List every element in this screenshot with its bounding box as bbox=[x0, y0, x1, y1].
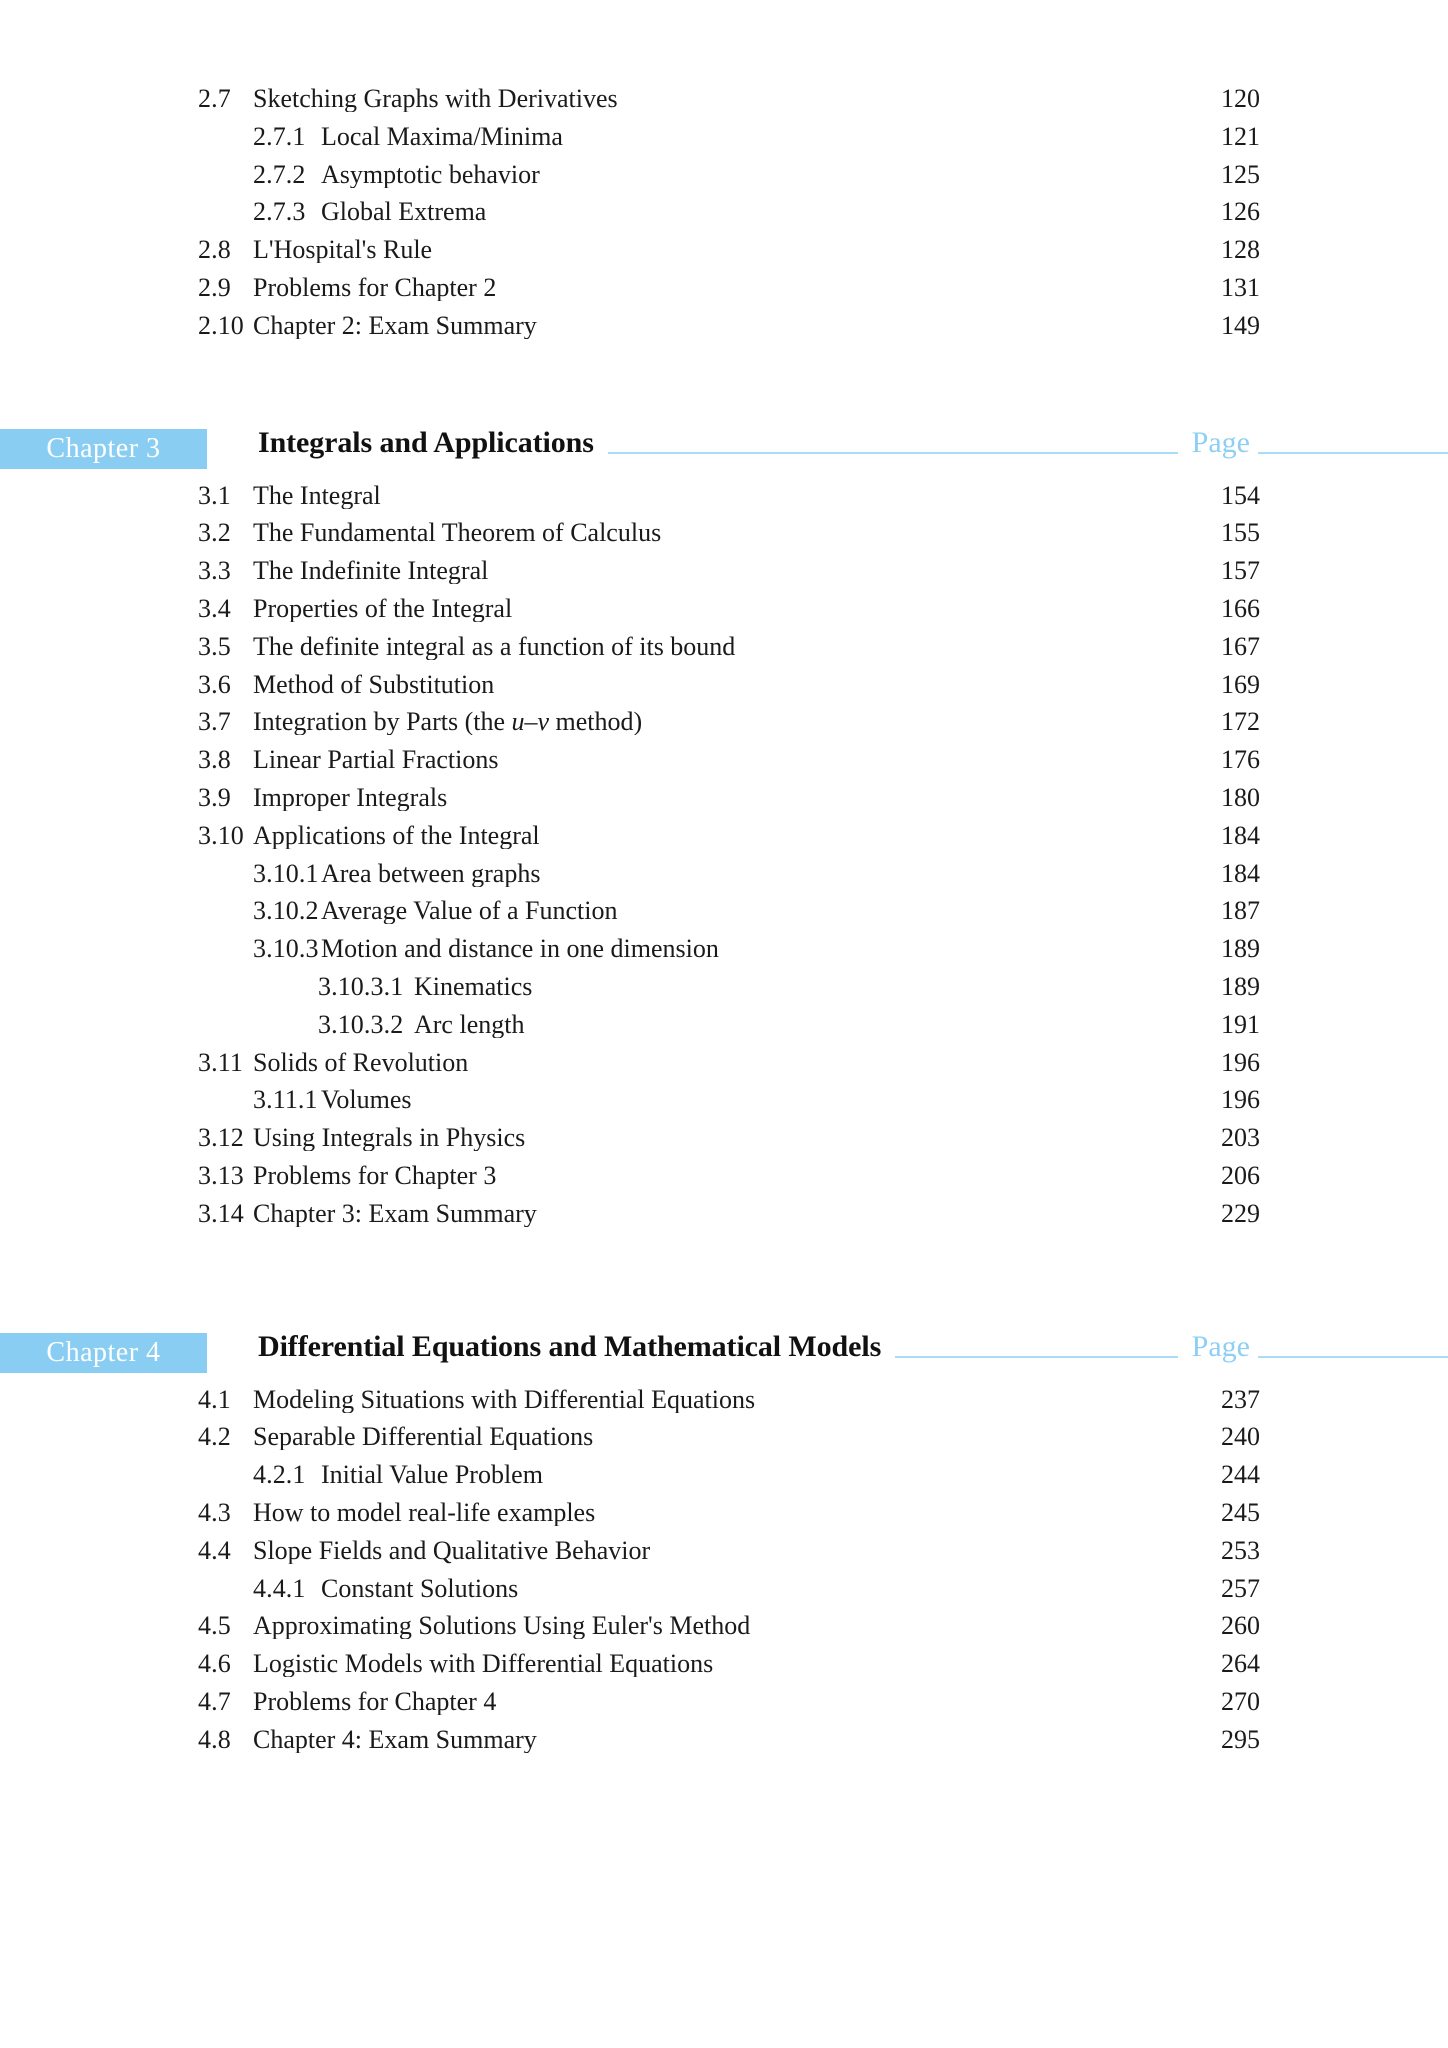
toc-entry-title[interactable]: The Integral bbox=[253, 482, 381, 509]
toc-entry-page-number: 176 bbox=[1221, 745, 1260, 775]
chapter-badge-4[interactable]: Chapter 4 bbox=[0, 1333, 207, 1373]
toc-entry-page-number: 191 bbox=[1221, 1009, 1260, 1039]
toc-entry[interactable] bbox=[0, 1462, 1448, 1500]
spacer-before-chapter-4 bbox=[0, 1239, 1448, 1325]
toc-entry[interactable] bbox=[0, 1535, 1448, 1576]
toc-entry-number: 4.8 bbox=[198, 1724, 231, 1754]
toc-entry-page-number: 128 bbox=[1221, 235, 1260, 265]
toc-entry-page-number: 157 bbox=[1221, 556, 1260, 586]
toc-entry-number: 3.10.3.2 bbox=[318, 1009, 404, 1039]
toc-entry-title[interactable]: Sketching Graphs with Derivatives bbox=[253, 86, 618, 112]
toc-entry-number: 3.7 bbox=[198, 707, 231, 737]
top-margin bbox=[0, 0, 1448, 86]
toc-entry-page-number: 187 bbox=[1221, 896, 1260, 926]
chapter-badge-3[interactable]: Chapter 3 bbox=[0, 429, 207, 469]
toc-entry-page-number: 189 bbox=[1221, 934, 1260, 964]
toc-entry-title[interactable]: Arc length bbox=[414, 1011, 525, 1038]
toc-entry-title[interactable]: Applications of the Integral bbox=[253, 822, 540, 849]
toc-entry-title[interactable]: Properties of the Integral bbox=[253, 595, 513, 622]
toc-entry-title[interactable]: Improper Integrals bbox=[253, 784, 448, 811]
toc-entry-page-number: 125 bbox=[1221, 159, 1260, 189]
toc-entry[interactable] bbox=[0, 593, 1448, 634]
toc-entry-page-number: 154 bbox=[1221, 480, 1260, 510]
toc-entry-number: 3.11.1 bbox=[253, 1085, 318, 1115]
toc-entry[interactable] bbox=[0, 558, 1448, 596]
toc-entry-number: 3.6 bbox=[198, 669, 231, 699]
chapter-rule-tail-3 bbox=[1258, 452, 1448, 454]
toc-entry-title[interactable]: Modeling Situations with Differential Equations bbox=[253, 1386, 756, 1413]
toc-entry-number: 2.8 bbox=[198, 235, 231, 265]
toc-entry-title[interactable]: Logistic Models with Differential Equations bbox=[253, 1651, 714, 1678]
toc-entry[interactable] bbox=[0, 1573, 1448, 1614]
toc-entry-page-number: 206 bbox=[1221, 1160, 1260, 1190]
chapter-rule-4 bbox=[895, 1356, 1178, 1358]
toc-entry-title[interactable]: Approximating Solutions Using Euler's Method bbox=[253, 1613, 751, 1640]
toc-entry-number: 2.9 bbox=[198, 272, 231, 302]
toc-entry-number: 4.6 bbox=[198, 1649, 231, 1679]
toc-entry-number: 4.4 bbox=[198, 1535, 231, 1565]
toc-entry[interactable] bbox=[0, 820, 1448, 861]
toc-entry[interactable] bbox=[0, 669, 1448, 710]
toc-entry-page-number: 184 bbox=[1221, 820, 1260, 850]
toc-entry-title[interactable]: Solids of Revolution bbox=[253, 1049, 469, 1076]
chapter-header-4 bbox=[0, 1325, 1448, 1387]
toc-entry-number: 3.12 bbox=[198, 1123, 244, 1153]
toc-entry-number: 3.9 bbox=[198, 782, 231, 812]
toc-entry-title[interactable]: The Fundamental Theorem of Calculus bbox=[253, 520, 662, 547]
toc-entry-title[interactable]: Average Value of a Function bbox=[321, 898, 618, 925]
toc-entry[interactable] bbox=[0, 631, 1448, 672]
toc-entry[interactable] bbox=[0, 480, 1448, 521]
toc-entry-number: 2.7.1 bbox=[253, 121, 306, 151]
toc-entry-page-number: 237 bbox=[1221, 1384, 1260, 1414]
toc-entry[interactable] bbox=[0, 858, 1448, 899]
chapter-title-row-3 bbox=[258, 425, 1448, 461]
toc-entry-page-number: 257 bbox=[1221, 1573, 1260, 1603]
toc-entry-page-number: 253 bbox=[1221, 1535, 1260, 1565]
toc-entry-page-number: 131 bbox=[1221, 272, 1260, 302]
toc-entry[interactable] bbox=[0, 782, 1448, 823]
toc-entry-page-number: 229 bbox=[1221, 1198, 1260, 1228]
toc-entry[interactable] bbox=[0, 237, 1448, 275]
toc-entry[interactable] bbox=[0, 1424, 1448, 1462]
toc-entry-number: 3.10.3 bbox=[253, 934, 319, 964]
toc-entry-title[interactable]: Local Maxima/Minima bbox=[321, 123, 563, 150]
toc-entry-number: 3.10.1 bbox=[253, 858, 319, 888]
toc-entry-title[interactable]: The Indefinite Integral bbox=[253, 558, 489, 585]
toc-entry[interactable] bbox=[0, 86, 1448, 124]
toc-entry[interactable] bbox=[0, 1125, 1448, 1163]
toc-entry-page-number: 189 bbox=[1221, 971, 1260, 1001]
toc-entry-number: 3.8 bbox=[198, 745, 231, 775]
toc-entry-number: 4.2.1 bbox=[253, 1460, 306, 1490]
toc-entry-number: 2.7 bbox=[198, 84, 231, 113]
chapter-header-3 bbox=[0, 421, 1448, 483]
toc-entry-page-number: 270 bbox=[1221, 1686, 1260, 1716]
toc-entry[interactable] bbox=[0, 1724, 1448, 1765]
toc-entry-page-number: 167 bbox=[1221, 631, 1260, 661]
toc-entry-page-number: 169 bbox=[1221, 669, 1260, 699]
toc-entry-title[interactable]: Chapter 4: Exam Summary bbox=[253, 1726, 537, 1753]
toc-entry-page-number: 172 bbox=[1221, 707, 1260, 737]
toc-entry-page-number: 184 bbox=[1221, 858, 1260, 888]
toc-entry-title[interactable]: Problems for Chapter 4 bbox=[253, 1688, 497, 1715]
toc-entry-title[interactable]: Chapter 3: Exam Summary bbox=[253, 1200, 537, 1227]
toc-entry-page-number: 240 bbox=[1221, 1422, 1260, 1452]
toc-entry-title[interactable]: The definite integral as a function of its bound bbox=[253, 633, 736, 660]
toc-entry-title[interactable]: Constant Solutions bbox=[321, 1575, 519, 1602]
toc-entry-number: 3.14 bbox=[198, 1198, 244, 1228]
toc-entry[interactable] bbox=[0, 936, 1448, 974]
toc-entry-number: 3.13 bbox=[198, 1160, 244, 1190]
toc-entry-number: 4.1 bbox=[198, 1384, 231, 1414]
toc-entry-title[interactable]: Chapter 2: Exam Summary bbox=[253, 312, 537, 339]
toc-entry[interactable] bbox=[0, 1198, 1448, 1239]
toc-entry-number: 3.10.3.1 bbox=[318, 971, 404, 1001]
toc-entry-title[interactable]: Volumes bbox=[321, 1087, 412, 1114]
toc-entry[interactable] bbox=[0, 1384, 1448, 1425]
chapter-rule-3 bbox=[608, 452, 1178, 454]
toc-entry-page-number: 196 bbox=[1221, 1047, 1260, 1077]
toc-entry-page-number: 244 bbox=[1221, 1460, 1260, 1490]
toc-entry-page-number: 264 bbox=[1221, 1649, 1260, 1679]
toc-entry-page-number: 245 bbox=[1221, 1497, 1260, 1527]
toc-entry-number: 4.7 bbox=[198, 1686, 231, 1716]
toc-entry[interactable] bbox=[0, 1160, 1448, 1201]
toc-entry-page-number: 126 bbox=[1221, 197, 1260, 227]
chapter-title-4[interactable]: Differential Equations and Mathematical Models bbox=[258, 1329, 882, 1363]
toc-entry-title[interactable]: How to model real-life examples bbox=[253, 1499, 596, 1526]
toc-entry-title[interactable]: Integration by Parts (the u–v method) bbox=[253, 709, 643, 736]
toc-section-chapter-4 bbox=[0, 1384, 1448, 1765]
toc-entry-number: 4.5 bbox=[198, 1611, 231, 1641]
toc-entry[interactable] bbox=[0, 159, 1448, 200]
toc-entry[interactable] bbox=[0, 898, 1448, 936]
toc-entry-title[interactable]: L'Hospital's Rule bbox=[253, 237, 433, 264]
toc-entry-page-number: 121 bbox=[1221, 121, 1260, 151]
toc-entry-number: 3.10.2 bbox=[253, 896, 319, 926]
toc-entry-title[interactable]: Global Extrema bbox=[321, 199, 487, 226]
page-column-label-3: Page bbox=[1191, 425, 1250, 459]
page-column-label-4: Page bbox=[1191, 1329, 1250, 1363]
spacer-before-chapter-3 bbox=[0, 351, 1448, 421]
toc-entry[interactable] bbox=[0, 971, 1448, 1012]
toc-entry-number: 2.10 bbox=[198, 310, 244, 340]
toc-entry-number: 3.10 bbox=[198, 820, 244, 850]
toc-entry-number: 3.4 bbox=[198, 593, 231, 623]
toc-entry-title[interactable]: Separable Differential Equations bbox=[253, 1424, 594, 1451]
toc-entry-number: 3.1 bbox=[198, 480, 231, 510]
toc-entry[interactable] bbox=[0, 121, 1448, 162]
toc-section-chapter-3 bbox=[0, 480, 1448, 1239]
toc-entry-title[interactable]: Motion and distance in one dimension bbox=[321, 936, 719, 963]
toc-entry-title[interactable]: Asymptotic behavior bbox=[321, 161, 540, 188]
toc-entry-number: 2.7.2 bbox=[253, 159, 306, 189]
toc-entry-page-number: 203 bbox=[1221, 1123, 1260, 1153]
chapter-rule-tail-4 bbox=[1258, 1356, 1448, 1358]
toc-entry-title[interactable]: Slope Fields and Qualitative Behavior bbox=[253, 1537, 651, 1564]
toc-entry-title[interactable]: Method of Substitution bbox=[253, 671, 495, 698]
chapter-title-3[interactable]: Integrals and Applications bbox=[258, 425, 594, 459]
toc-entry[interactable] bbox=[0, 1613, 1448, 1651]
toc-entry-number: 3.2 bbox=[198, 518, 231, 548]
toc-entry[interactable] bbox=[0, 1686, 1448, 1727]
toc-entry[interactable] bbox=[0, 1497, 1448, 1538]
toc-entry-page-number: 120 bbox=[1221, 84, 1260, 113]
toc-entry-number: 4.3 bbox=[198, 1497, 231, 1527]
toc-entry[interactable] bbox=[0, 310, 1448, 351]
toc-entry-title[interactable]: Linear Partial Fractions bbox=[253, 747, 499, 774]
toc-entry-page-number: 260 bbox=[1221, 1611, 1260, 1641]
toc-entry[interactable] bbox=[0, 520, 1448, 558]
toc-entry[interactable] bbox=[0, 272, 1448, 313]
toc-entry-page-number: 196 bbox=[1221, 1085, 1260, 1115]
toc-entry[interactable] bbox=[0, 1009, 1448, 1050]
toc-entry-number: 4.2 bbox=[198, 1422, 231, 1452]
toc-entry-page-number: 180 bbox=[1221, 782, 1260, 812]
toc-entry-number: 3.3 bbox=[198, 556, 231, 586]
toc-entry-title[interactable]: Initial Value Problem bbox=[321, 1462, 543, 1489]
toc-entry-number: 2.7.3 bbox=[253, 197, 306, 227]
toc-entry-title[interactable]: Problems for Chapter 3 bbox=[253, 1162, 497, 1189]
toc-entry[interactable] bbox=[0, 709, 1448, 747]
toc-entry-page-number: 166 bbox=[1221, 593, 1260, 623]
toc-entry-title[interactable]: Problems for Chapter 2 bbox=[253, 274, 497, 301]
toc-entry-page-number: 149 bbox=[1221, 310, 1260, 340]
toc-entry-title[interactable]: Using Integrals in Physics bbox=[253, 1125, 526, 1152]
toc-entry[interactable] bbox=[0, 199, 1448, 237]
toc-entry[interactable] bbox=[0, 747, 1448, 785]
toc-entry-title[interactable]: Area between graphs bbox=[321, 860, 541, 887]
toc-section-chapter-2-continued bbox=[0, 86, 1448, 351]
chapter-title-row-4 bbox=[258, 1329, 1448, 1365]
toc-entry[interactable] bbox=[0, 1047, 1448, 1088]
toc-entry-page-number: 295 bbox=[1221, 1724, 1260, 1754]
toc-entry-title[interactable]: Kinematics bbox=[414, 973, 533, 1000]
toc-entry-number: 3.11 bbox=[198, 1047, 243, 1077]
toc-entry[interactable] bbox=[0, 1651, 1448, 1689]
toc-entry-page-number: 155 bbox=[1221, 518, 1260, 548]
toc-entry[interactable] bbox=[0, 1087, 1448, 1125]
toc-entry-number: 4.4.1 bbox=[253, 1573, 306, 1603]
toc-entry-number: 3.5 bbox=[198, 631, 231, 661]
